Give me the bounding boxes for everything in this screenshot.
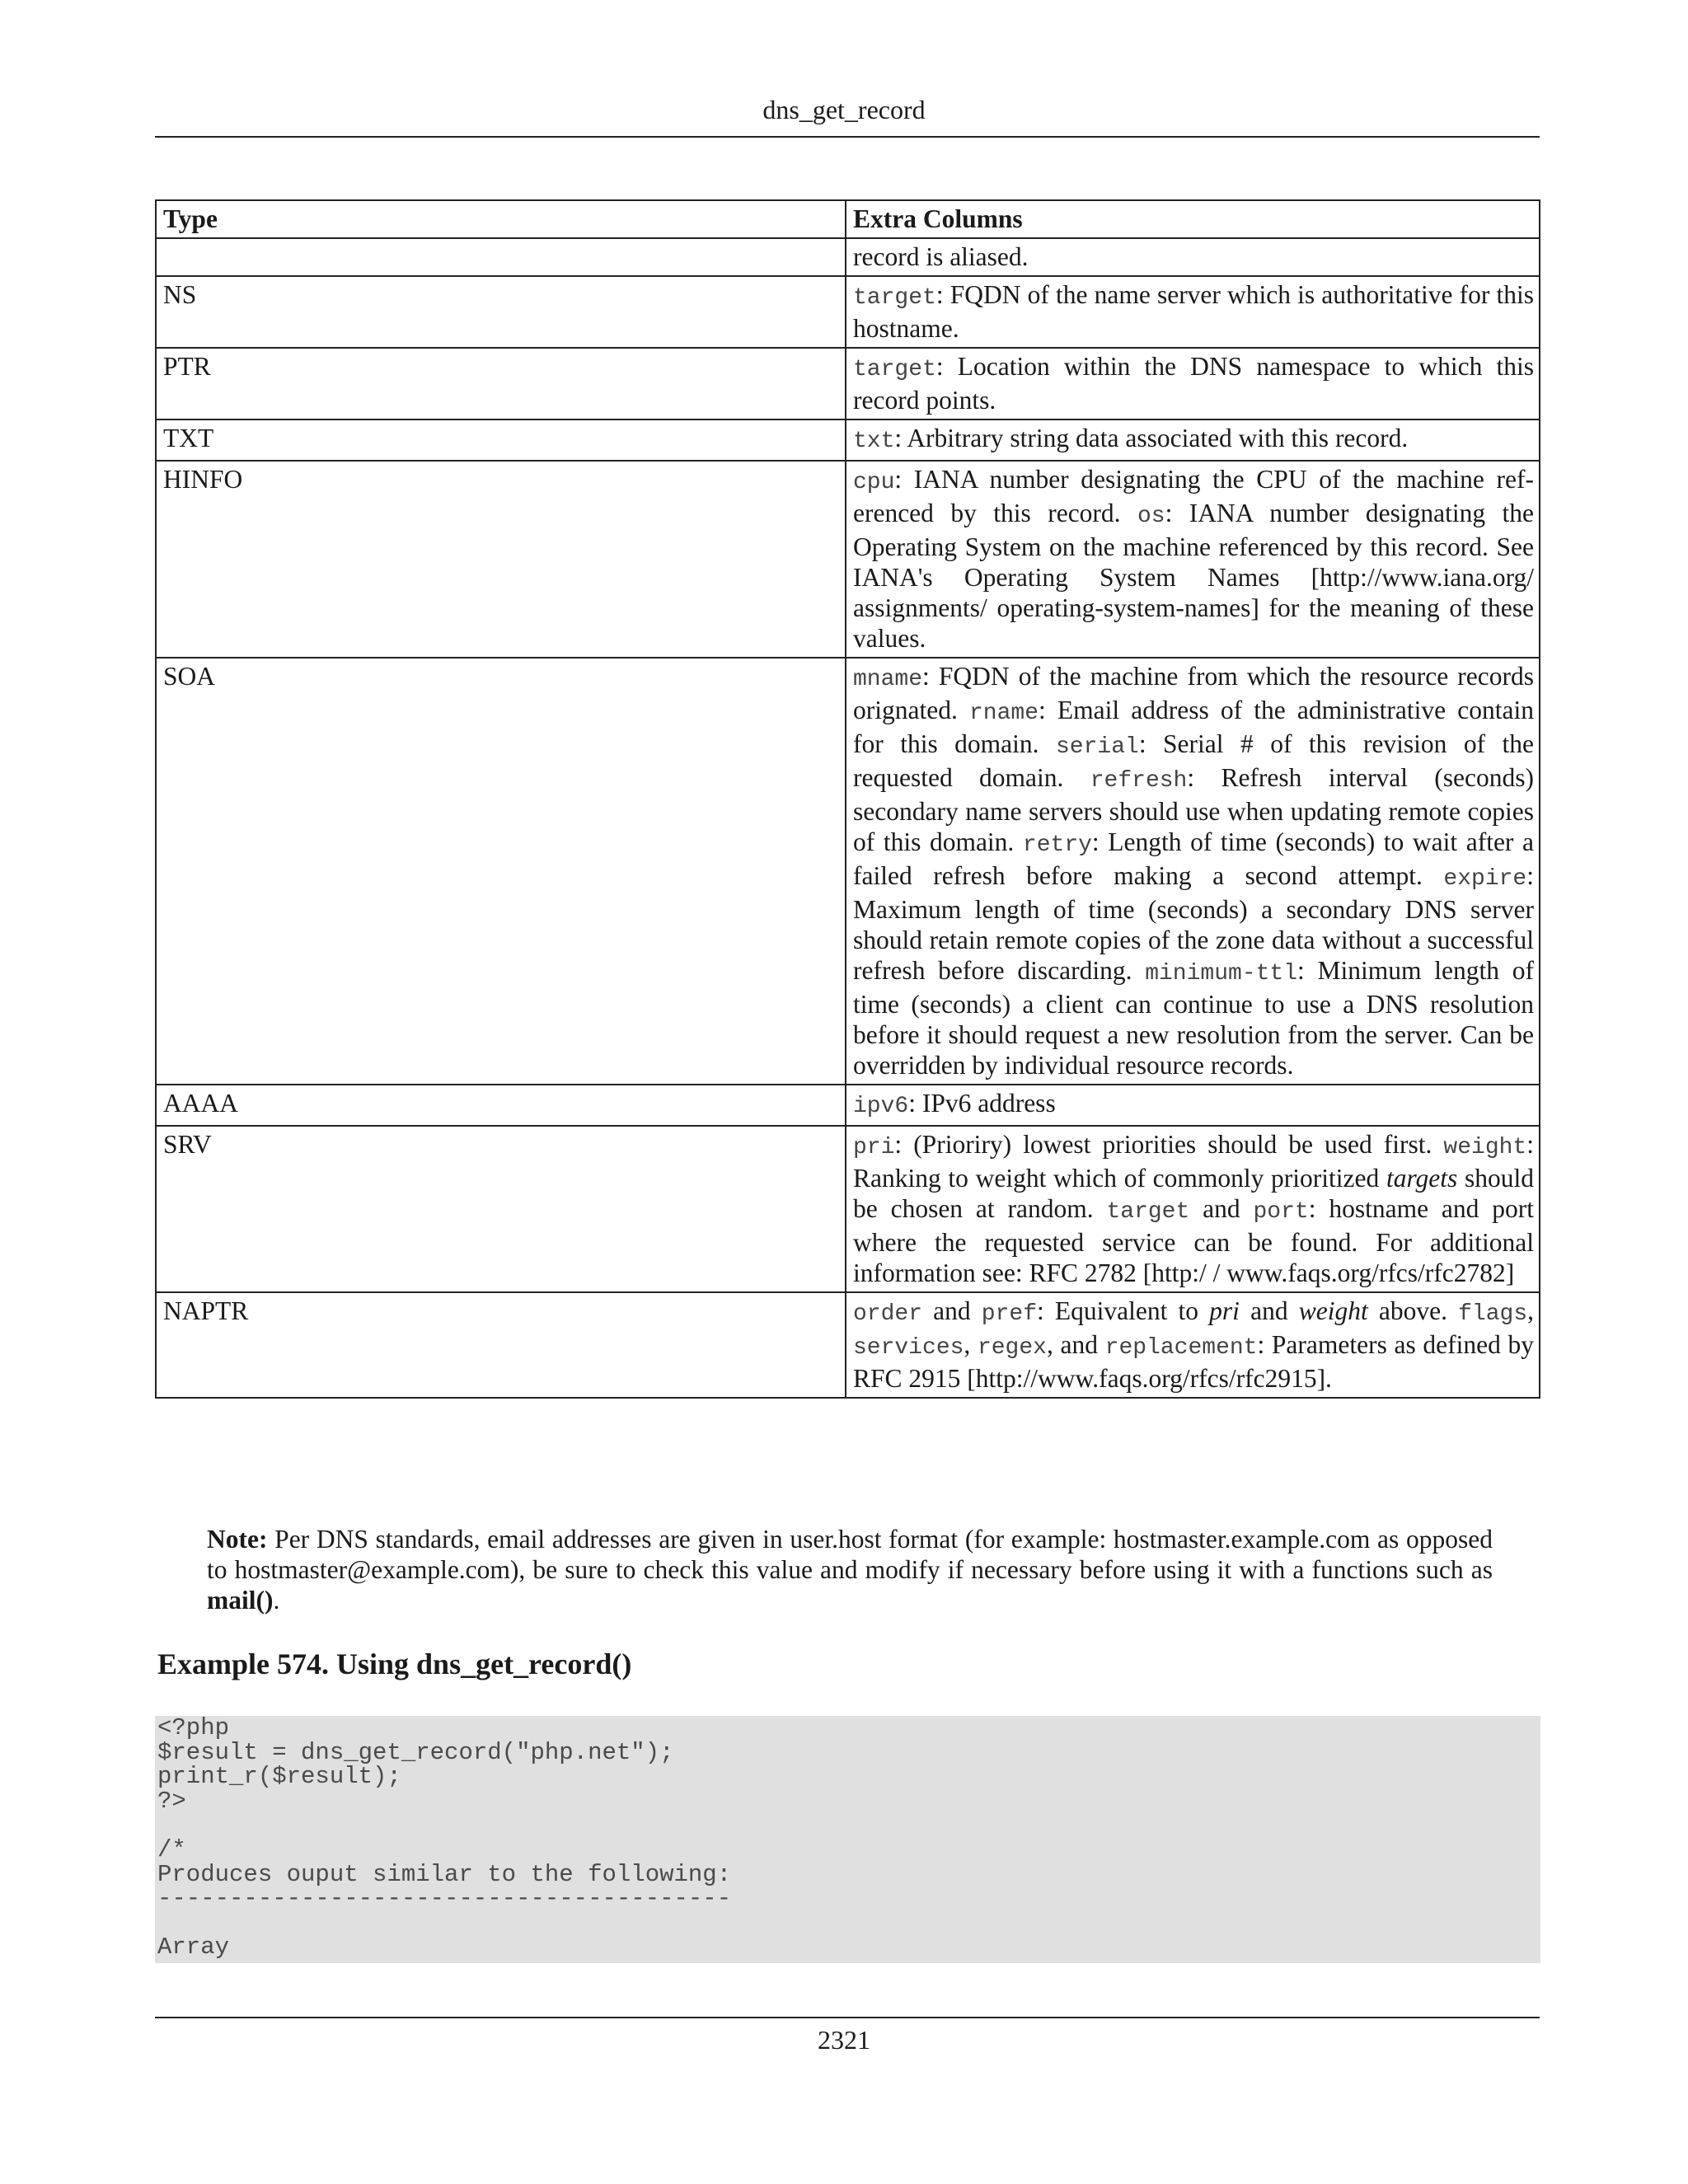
field-name: order [853,1301,923,1327]
table-row [156,1292,1540,1398]
description-text: : IANA number designating the Operating System on the machine referenced by this record. See IANA's Operating System Names [http://www.iana.org/ assignments/ operating-system-names] for the meaning of these values. [853,499,1535,653]
description-text: : Equivalent to [1037,1296,1210,1325]
field-name: expire [1443,866,1527,892]
table-row [156,276,1540,348]
table-header-row [156,200,1540,238]
field-name: target [853,285,936,311]
emphasis-text: pri [1209,1296,1240,1325]
description-text: : Location within the DNS namespace to which this record points. [853,352,1534,415]
table-body [156,238,1540,1398]
field-name: os [1137,504,1165,529]
table-row [156,238,1540,276]
extra-columns-cell [846,658,1540,1085]
field-name: serial [1056,734,1139,760]
extra-columns-cell [846,276,1540,348]
field-name: flags [1458,1301,1528,1327]
description-text: should be chosen at random. [853,1164,1534,1223]
field-name: pri [853,1135,895,1160]
description-text: : FQDN of the machine from which the resource records orignated. [853,662,1534,724]
field-name: regex [977,1335,1047,1361]
field-name: mname [853,667,923,692]
description-text: : Length of time (seconds) to wait after a failed refresh before making a second attempt. [853,827,1534,890]
description-text: : Refresh interval (seconds) secondary name servers should use when updating remote copies of this domain. [853,763,1534,856]
description-text: : hostname and port where the requested service can be found. For additional information see: RFC 2782 [http:/ / www.faqs.org/rfcs/rfc2782] [853,1194,1534,1287]
type-cell: TXT [156,419,846,461]
description-text: : Parameters as defined by RFC 2915 [http://www.faqs.org/rfcs/rfc2915]. [853,1330,1534,1393]
description-text: and [1189,1194,1254,1223]
field-name: target [853,357,936,382]
extra-columns-cell [846,1085,1540,1126]
field-name: replacement [1104,1335,1258,1361]
note-paragraph [207,1524,1493,1615]
description-text: record is aliased. [853,242,1029,271]
extra-columns-cell [846,238,1540,276]
field-name: pref [981,1301,1038,1327]
type-cell: AAAA [156,1085,846,1126]
emphasis-text: weight [1298,1296,1368,1325]
description-text: : FQDN of the name server which is authoritative for this hostname. [853,280,1534,343]
column-header-extra-columns: Extra Columns [846,200,1540,238]
type-cell: NAPTR [156,1292,846,1398]
note-text: Per DNS standards, email addresses are given in user.host format (for example: hostmaster.example.com as opposed to hostmaster@example.com), be sure to check this value and modify if necessary before using it with a functions such as [207,1525,1493,1584]
description-text: : IANA number designating the CPU of the machine referenced by this record. [853,465,1534,527]
description-text: , [964,1330,978,1359]
extra-columns-cell [846,461,1540,658]
field-name: port [1253,1199,1309,1225]
table-row [156,658,1540,1085]
field-name: services [853,1335,964,1361]
table-row [156,419,1540,461]
record-types-table [155,199,1540,1399]
extra-columns-cell [846,348,1540,419]
description-text: : Arbitrary string data associated with this record. [894,424,1409,452]
table-row [156,1085,1540,1126]
field-name: refresh [1090,768,1188,794]
type-cell: PTR [156,348,846,419]
field-name: target [1106,1199,1190,1225]
field-name: rname [968,701,1039,726]
example-title: Example 574. Using dns_get_record() [157,1647,632,1680]
description-text: above. [1367,1296,1459,1325]
description-text: : Ranking to weight which of commonly prioritized [853,1130,1534,1193]
type-cell: SRV [156,1126,846,1292]
field-name: txt [853,429,895,454]
footer-rule [155,2017,1540,2018]
extra-columns-cell [846,1292,1540,1398]
field-name: retry [1022,832,1092,858]
description-text: : Email address of the administrative contain for this domain. [853,696,1534,758]
description-text: , and [1046,1330,1105,1359]
field-name: minimum-ttl [1145,961,1298,987]
description-text: , [1527,1296,1534,1325]
page-number: 2321 [818,2025,870,2055]
type-cell: NS [156,276,846,348]
extra-columns-cell [846,1126,1540,1292]
table-row [156,348,1540,419]
description-text: : Serial # of this revision of the requested domain. [853,729,1534,792]
description-text: : (Prioriry) lowest priorities should be used first. [894,1130,1444,1159]
description-text: and [922,1296,982,1325]
note-end: . [273,1586,280,1615]
type-cell: HINFO [156,461,846,658]
type-cell: SOA [156,658,846,1085]
page-header-title: dns_get_record [762,95,926,124]
table-row [156,1126,1540,1292]
table-row [156,461,1540,658]
header-rule [155,136,1540,138]
note-function: mail() [207,1586,274,1615]
code-block: <?php $result = dns_get_record("php.net"); print_r($result); ?> /* Produces ouput similar to the following: ---------------------------------------- Array [155,1716,1540,1963]
field-name: ipv6 [853,1094,909,1119]
description-text: : Maximum length of time (seconds) a secondary DNS server should retain remote copies of the zone data without a successful refresh before discarding. [853,861,1534,985]
description-text: : IPv6 address [908,1089,1056,1118]
column-header-type: Type [156,200,846,238]
extra-columns-cell [846,419,1540,461]
description-text: : Minimum length of time (seconds) a client can continue to use a DNS resolution before it should request a new resolution from the server. Can be overridden by individual resource records. [853,956,1534,1080]
emphasis-text: targets [1386,1164,1458,1193]
field-name: cpu [853,470,895,495]
type-cell [156,238,846,276]
note-label: Note: [207,1525,268,1554]
field-name: weight [1443,1135,1527,1160]
description-text: and [1239,1296,1299,1325]
